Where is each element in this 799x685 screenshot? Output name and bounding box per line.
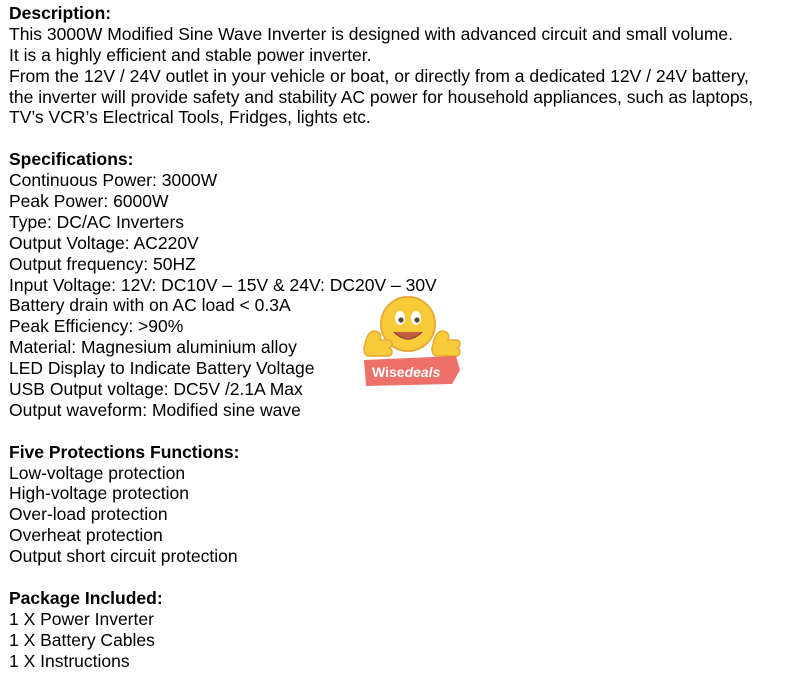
protection-line: Overheat protection	[9, 525, 163, 546]
brand-suffix: deals	[404, 364, 441, 380]
description-line: From the 12V / 24V outlet in your vehicle or boat, or directly from a dedicated 12V / 24V battery,	[9, 65, 749, 86]
spec-line: Input Voltage: 12V: DC10V – 15V & 24V: DC20V – 30V	[9, 274, 437, 295]
protection-line: Over-load protection	[9, 504, 168, 525]
spec-line: Output Voltage: AC220V	[9, 232, 199, 253]
description-line: It is a highly efficient and stable power inverter.	[9, 44, 372, 65]
package-line: 1 X Power Inverter	[9, 608, 154, 629]
description-heading: Description:	[9, 3, 112, 23]
spec-line: Material: Magnesium aluminium alloy	[9, 337, 297, 358]
protection-line: Low-voltage protection	[9, 462, 186, 483]
protection-line: High-voltage protection	[9, 483, 189, 504]
spec-line: Peak Power: 6000W	[9, 191, 169, 212]
spec-line: Output waveform: Modified sine wave	[9, 399, 301, 420]
section-spacer	[9, 128, 799, 149]
brand-tag	[364, 356, 460, 386]
brand-prefix: Wise	[372, 364, 405, 380]
spec-line: LED Display to Indicate Battery Voltage	[9, 358, 315, 379]
svg-text:Wisedeals	[372, 364, 441, 380]
specifications-heading: Specifications:	[9, 149, 134, 170]
package-line: 1 X Instructions	[9, 650, 130, 671]
package-heading: Package Included:	[9, 587, 163, 608]
package-line: 1 X Battery Cables	[9, 629, 155, 650]
description-line: This 3000W Modified Sine Wave Inverter is designed with advanced circuit and small volume.	[9, 23, 733, 44]
spec-line: Type: DC/AC Inverters	[9, 211, 185, 232]
section-spacer	[9, 421, 799, 442]
section-spacer	[9, 567, 799, 588]
spec-line: Output frequency: 50HZ	[9, 253, 196, 274]
description-line: TV’s VCR’s Electrical Tools, Fridges, lights etc.	[9, 107, 371, 128]
protection-line: Output short circuit protection	[9, 546, 238, 567]
spec-line: Peak Efficiency: >90%	[9, 316, 184, 337]
spec-line: USB Output voltage: DC5V /2.1A Max	[9, 379, 303, 400]
wisedeals-watermark-logo	[356, 290, 466, 390]
protections-heading: Five Protections Functions:	[9, 441, 240, 462]
spec-line: Continuous Power: 3000W	[9, 170, 218, 191]
spec-line: Battery drain with on AC load < 0.3A	[9, 295, 291, 316]
description-line: the inverter will provide safety and stability AC power for household appliances, such as laptops,	[9, 86, 754, 107]
